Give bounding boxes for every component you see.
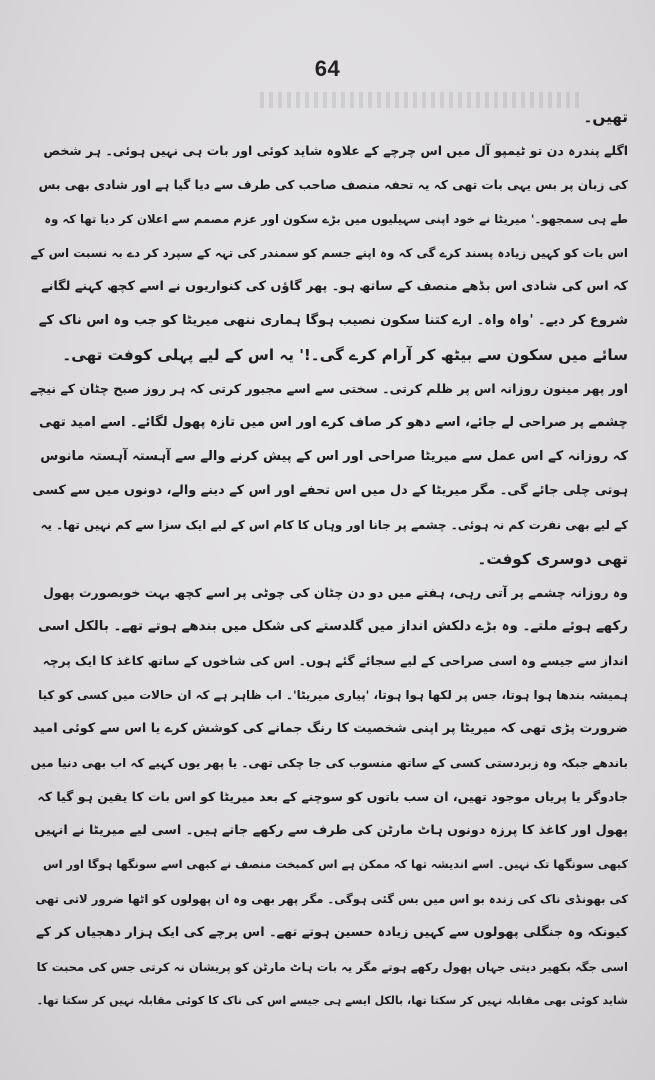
text-line: کہ اس کی شادی اس بڈھے منصف کے ساتھ ہو۔ پھر گاؤں کی کنواریوں نے اسے کچھ کہنے لگانے xyxy=(41,279,628,294)
text-line: اور پھر مینون روزانہ اس پر ظلم کرتی۔ سختی سے اسے مجبور کرتی کہ ہر روز صبح چٹان کے نیچے xyxy=(30,381,628,396)
text-line: چشمے پر صراحی لے جائے، اسے دھو کر صاف کرے اور اس میں تازہ پھول لگائے۔ اسے امید تھی xyxy=(38,415,628,430)
text-line: جادوگر یا پریاں موجود تھیں، ان سب باتوں کو سوچنے کے بعد میریٹا کو اس بات کا یقین ہو گیا کہ xyxy=(37,789,628,804)
text-line: ضرورت پڑی تھی کہ میریٹا پر اپنی شخصیت کا رنگ جمانے کی کوشش کرے یا اس سے کوئی امید xyxy=(32,721,628,736)
text-line: انداز سے جیسے وہ اسی صراحی کے لیے سجائے گئے ہوں۔ اس کی شاخوں کے ساتھ کاغذ کا ایک پرچہ xyxy=(42,654,628,668)
text-line: اگلے پندرہ دن تو ٹیمپو آل میں اس چرچے کے علاوہ شاید کوئی اور بات ہی نہیں ہوئی۔ ہر شخص xyxy=(43,143,628,158)
text-line: ہمیشہ بندھا ہوا ہوتا، جس پر لکھا ہوا ہوتا، 'پیاری میریٹا'۔ اب ظاہر ہے کہ ان حالات میں کسی کو کیا xyxy=(38,688,628,702)
text-line: اسی جگہ بکھیر دیتی جہاں پھول رکھے ہوتے مگر یہ بات ہاٹ مارٹن کو پریشان نہ کرتی جس کی محبت کا xyxy=(36,960,628,974)
text-line: تھیں۔ xyxy=(583,108,628,126)
text-line: کی بھونڈی ناک کی زندہ بو اس میں بس گئی ہوگی۔ مگر پھر بھی وہ ان پھولوں کو اٹھا ضرور لاتی تھی xyxy=(35,892,628,906)
text-line: وہ روزانہ چشمے پر آتی رہی، ہفتے میں دو دن چٹان کی چوٹی پر اسے کچھ بہت خوبصورت پھول xyxy=(43,585,628,600)
text-line: شاید کوئی بھی مقابلہ نہیں کر سکتا تھا، بالکل ایسے ہی جیسے اس کی ناک کا کوئی مقابلہ نہیں کر سکتا تھا۔ xyxy=(36,994,628,1007)
text-line: کیونکہ وہ جنگلی پھولوں سے کہیں زیادہ حسین ہوتے تھے۔ اس پرچے کی ایک ہزار دھجیاں کر کے xyxy=(36,925,628,940)
text-line: اس بات کو کہیں زیادہ پسند کرے گی کہ وہ اپنے جسم کو سمندر کی تہہ کے سپرد کر دے بہ نسبت اس کے xyxy=(30,246,628,260)
text-line: ہوتی چلی جائے گی۔ مگر میریٹا کے دل میں اس تحفے اور اس کے دینے والے، دونوں میں سے کسی xyxy=(32,483,628,498)
page-number: 64 xyxy=(314,56,341,81)
text-line: کی زبان پر بس یہی بات تھی کہ یہ تحفہ منصف صاحب کی طرف سے دیا گیا ہے اور شادی بھی بس xyxy=(38,178,628,192)
text-line: سائے میں سکون سے بیٹھ کر آرام کرے گی۔!' یہ اس کے لیے پہلی کوفت تھی۔ xyxy=(62,346,628,364)
text-line: کہ روزانہ کے اس عمل سے میریٹا صراحی اور اس کے پیش کرنے والے سے آہستہ آہستہ مانوس xyxy=(40,449,628,464)
text-line: کبھی سونگھا تک نہیں۔ اسے اندیشہ تھا کہ ممکن ہے اس کمبخت منصف نے کبھی اسے سونگھا ہوگا اور اس xyxy=(43,858,628,871)
text-line: طے ہی سمجھو۔' میریٹا نے خود اپنی سہیلیوں میں بڑے سکون اور عزم مصمم سے اعلان کر دیا تھا کہ وہ xyxy=(44,212,628,226)
text-line: باندھے جبکہ وہ زبردستی کسی کے ساتھ منسوب کی جا چکی تھی۔ یا پھر یوں کہیے کہ اب بھی دنیا میں xyxy=(30,756,628,770)
text-line: کے لیے بھی نفرت کم نہ ہوئی۔ چشمے پر جانا اور وہاں کا کام اس کے لیے ایک سزا سے کم نہیں تھا۔ یہ xyxy=(40,518,628,532)
text-line: پھول اور کاغذ کا پرزہ دونوں ہاٹ مارٹن کی طرف سے رکھے جاتے ہیں۔ اسی لیے میریٹا نے انہیں xyxy=(34,823,628,838)
body-text xyxy=(30,100,628,1018)
text-line: تھی دوسری کوفت۔ xyxy=(477,550,628,568)
text-line: شروع کر دیے۔ 'واہ واہ۔ ارے کتنا سکون نصیب ہوگا ہماری ننھی میریٹا کو جب وہ اس ناک کے xyxy=(38,313,628,328)
text-line: رکھے ہوئے ملتے۔ وہ بڑے دلکش انداز میں گلدستے کی شکل میں بندھے ہوتے تھے۔ بالکل اسی xyxy=(38,619,628,634)
